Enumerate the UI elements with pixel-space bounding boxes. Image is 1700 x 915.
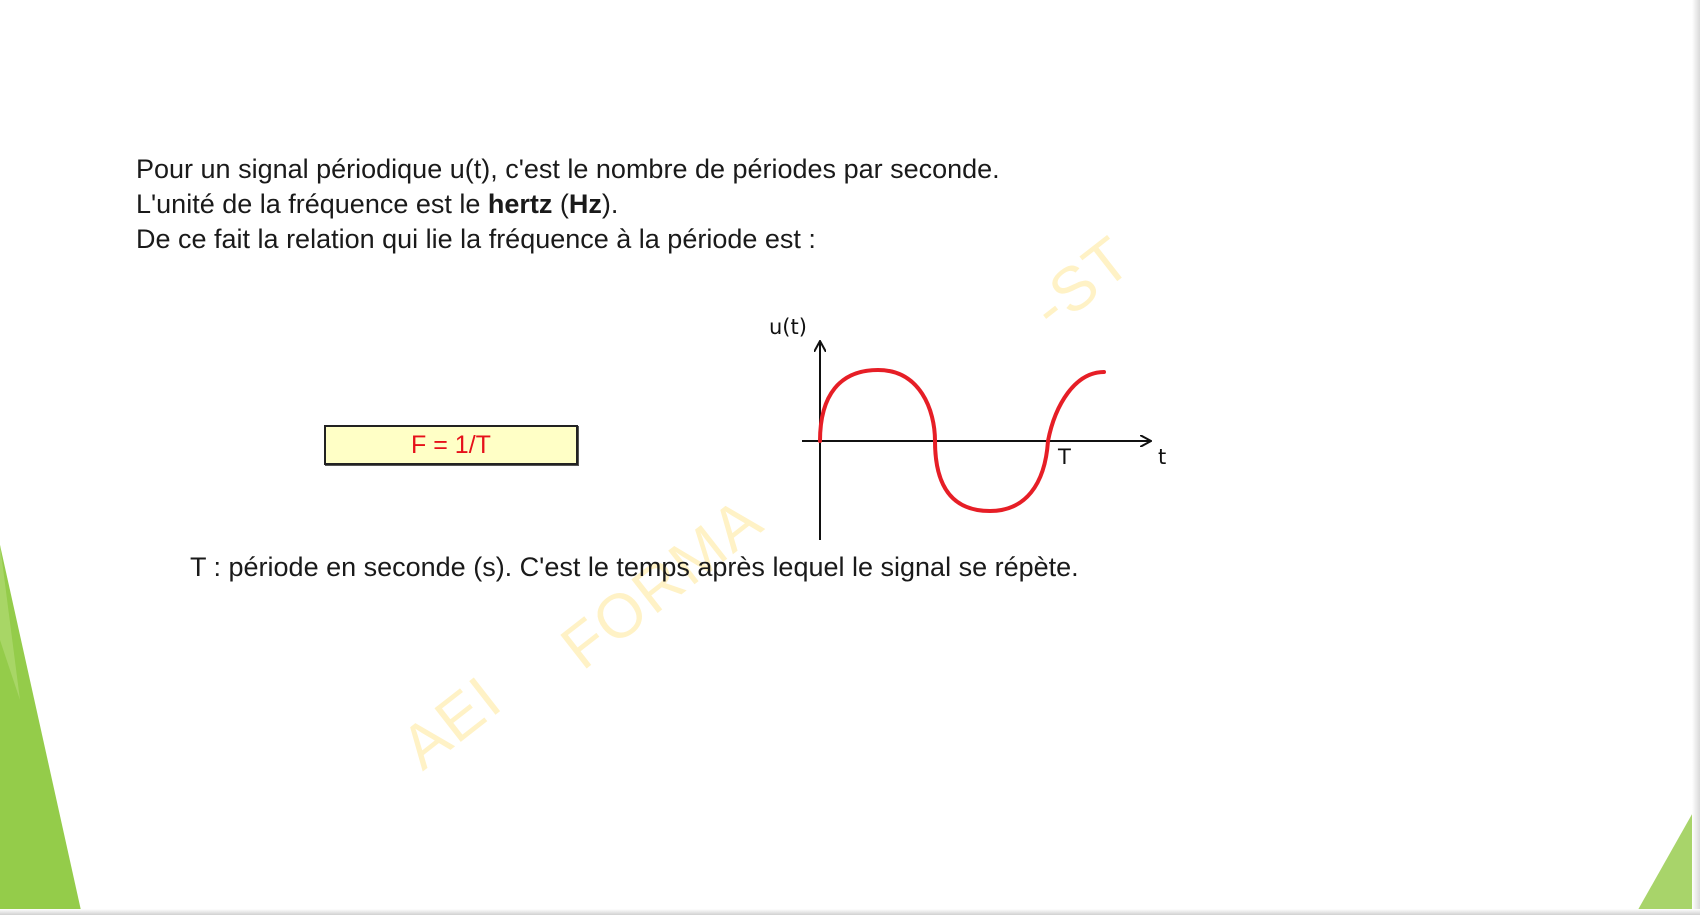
watermark-word-3: -ST: [1018, 223, 1145, 343]
period-label: T: [1058, 445, 1071, 469]
intro-line-3: De ce fait la relation qui lie la fréquence à la période est :: [136, 224, 816, 254]
intro-text: [136, 152, 1000, 257]
period-definition: T : période en seconde (s). C'est le temps après lequel le signal se répète.: [190, 552, 1079, 582]
x-axis-label: t: [1158, 445, 1167, 469]
formula-text: F = 1/T: [411, 430, 491, 459]
left-green-triangle: [0, 545, 82, 915]
watermark-word-2: FORMA: [548, 484, 776, 683]
unit-name-bold: hertz: [487, 189, 553, 219]
y-axis-label: u(t): [769, 315, 807, 339]
intro-line-2: [136, 187, 1000, 222]
sine-wave-graph: [769, 300, 1180, 550]
slide-shadow-bottom: [0, 909, 1700, 915]
unit-symbol-bold: Hz: [568, 189, 602, 219]
right-green-triangle: [1635, 800, 1700, 915]
watermark-word-1: AEI: [388, 663, 515, 783]
formula-box: [324, 425, 578, 465]
intro-line-1: Pour un signal périodique u(t), c'est le nombre de périodes par seconde.: [136, 154, 1000, 184]
intro-line-2-prefix: L'unité de la fréquence est le: [136, 189, 488, 219]
intro-line-2-suffix: ).: [601, 189, 619, 219]
slide-shadow-right: [1692, 0, 1700, 915]
intro-line-2-mid: (: [552, 189, 569, 219]
